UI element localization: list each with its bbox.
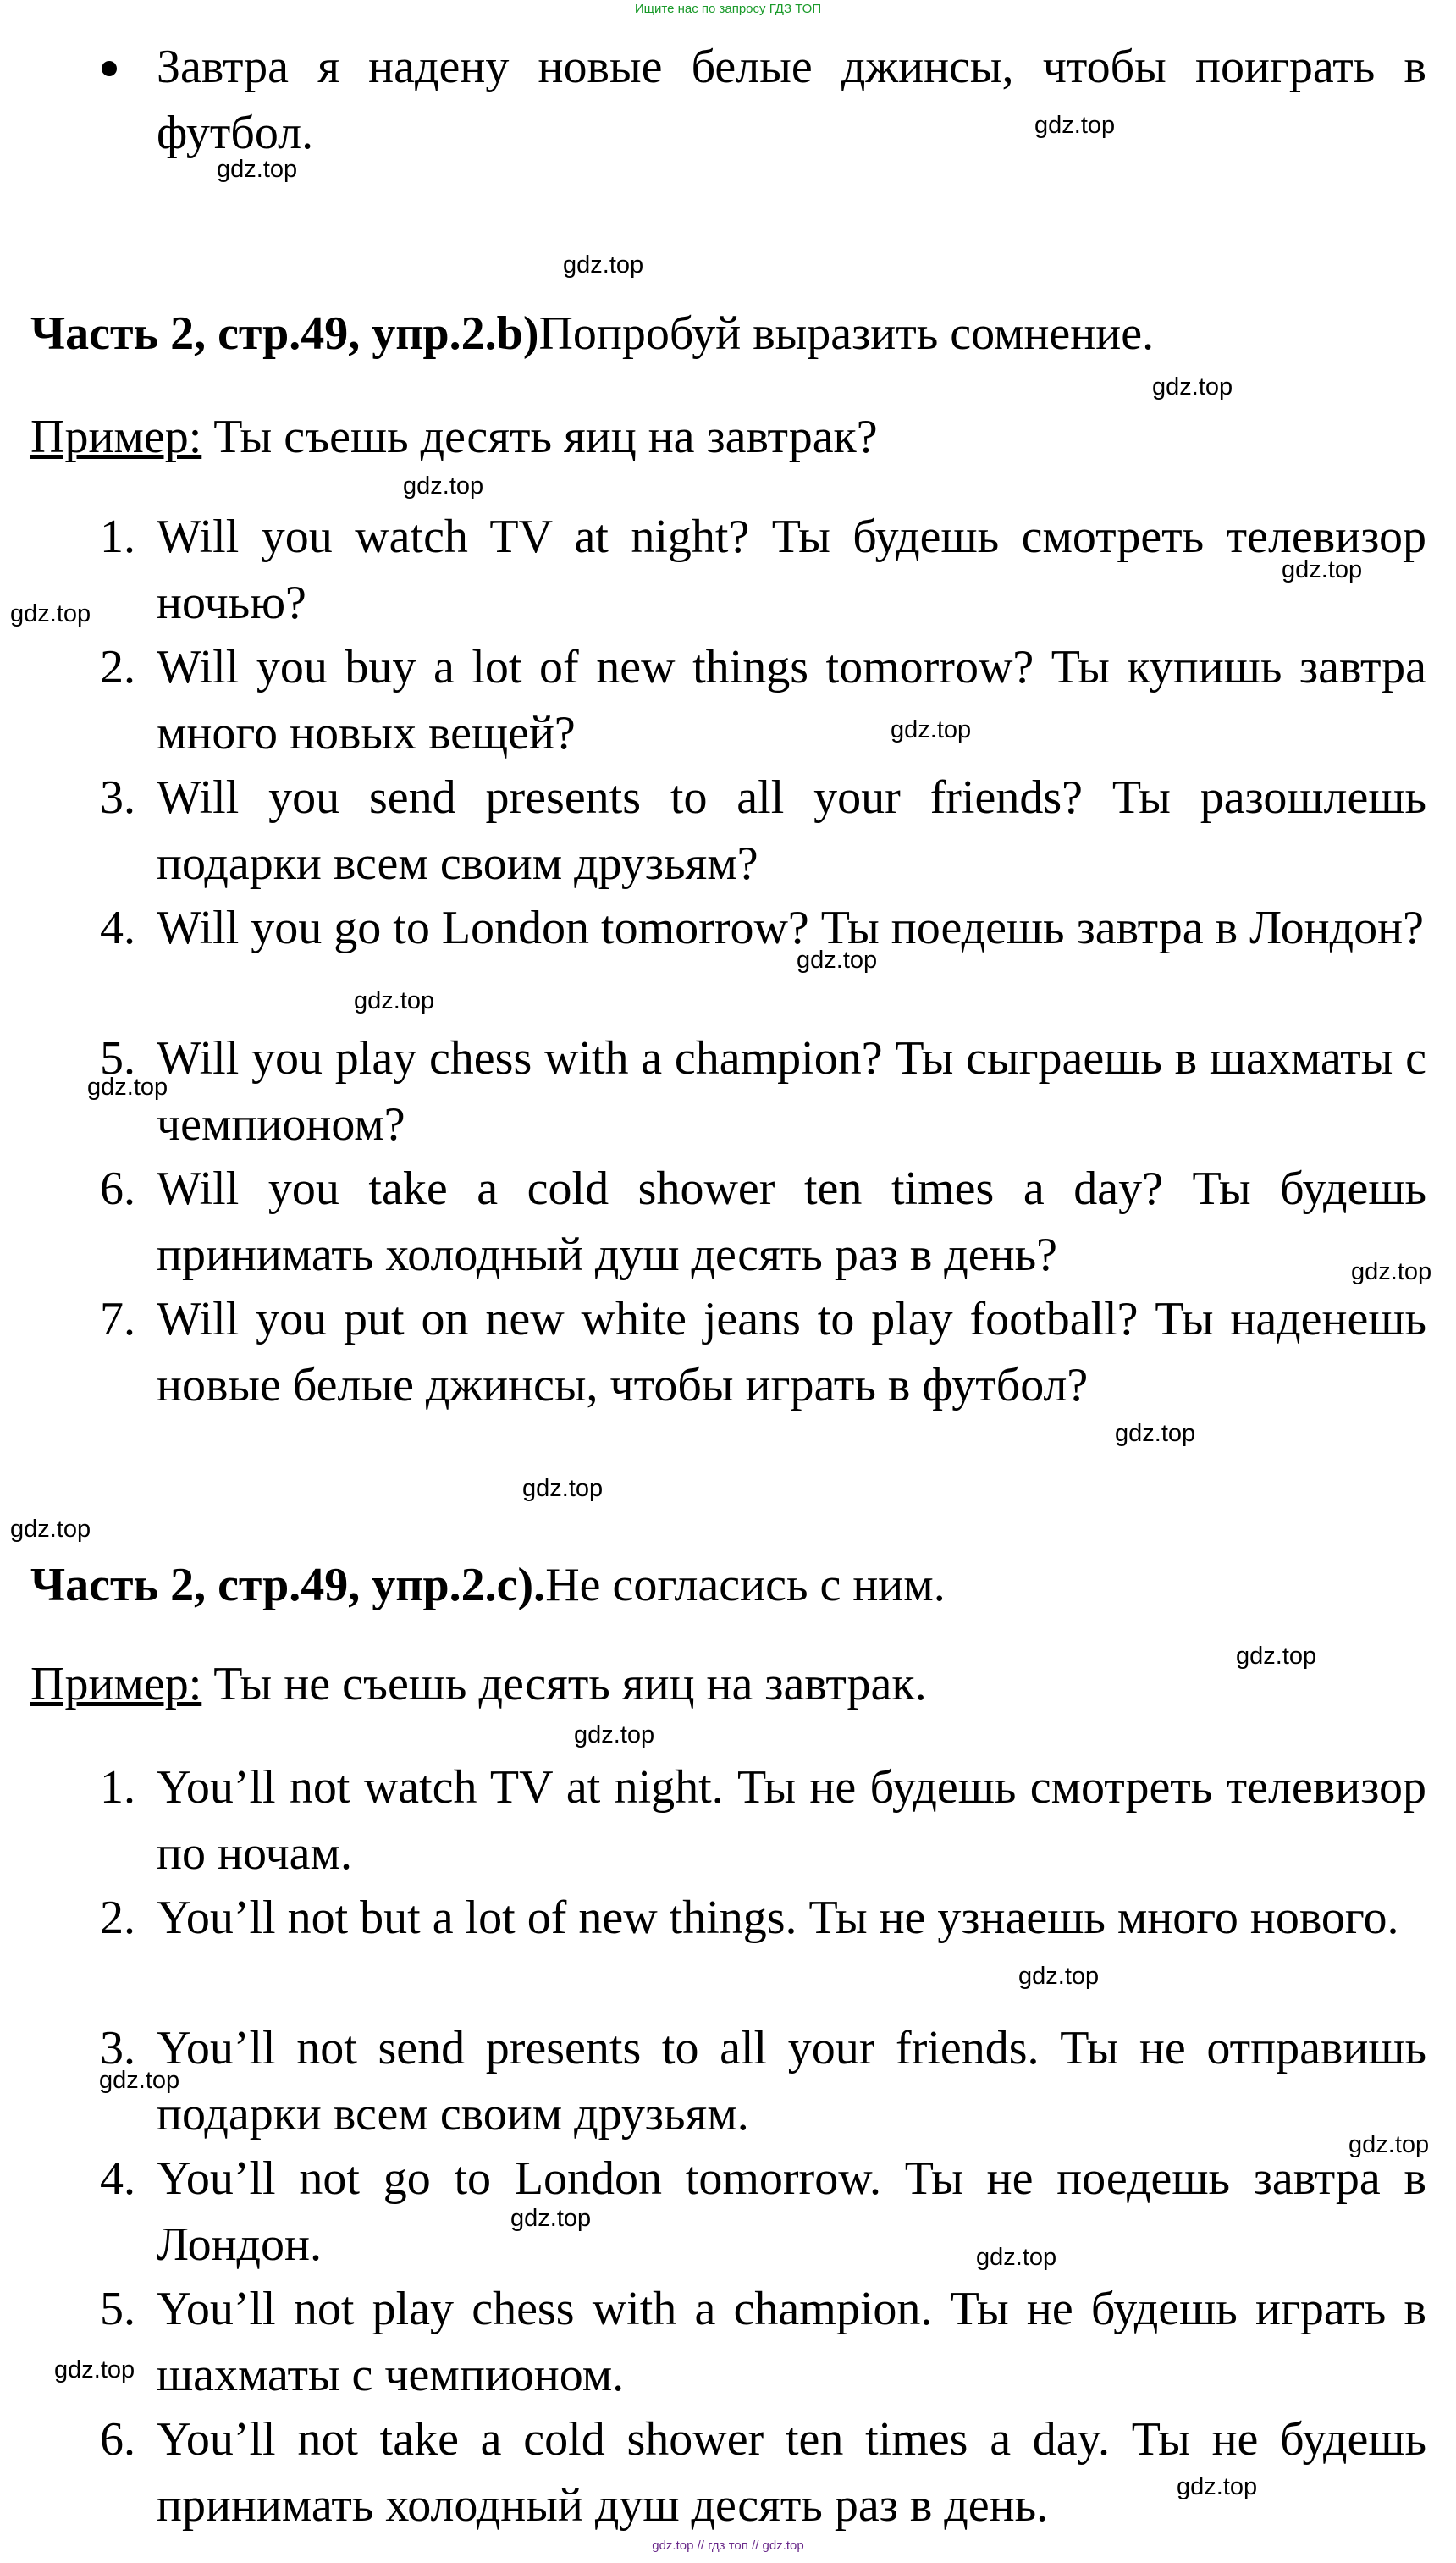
section-c-subtitle: Не согласись с ним. [545,1559,946,1611]
list-item-number: 4. [100,2152,135,2205]
list-item-number: 3. [100,771,135,824]
watermark: gdz.top [1351,1258,1432,1285]
watermark: gdz.top [10,1516,91,1543]
footer-note: gdz.top // гдз топ // gdz.top [652,2538,804,2553]
list-item-number: 2. [100,1892,135,1944]
list-item-number: 6. [100,2413,135,2466]
watermark: gdz.top [99,2067,180,2094]
list-item-number: 5. [100,2283,135,2335]
watermark: gdz.top [1236,1643,1317,1670]
watermark: gdz.top [87,1074,168,1101]
watermark: gdz.top [797,947,878,974]
intro-bullet-text: Завтра я надену новые белые джинсы, чтобы поиграть в футбол. [157,41,1426,159]
list-item-text: You’ll not go to London tomorrow. Ты не поедешь завтра в Лондон. [157,2152,1426,2271]
watermark: gdz.top [1115,1420,1196,1447]
section-c-example-label: Пример: [30,1658,202,1710]
list-item-number: 7. [100,1293,135,1345]
watermark: gdz.top [1152,373,1233,400]
section-b-example [30,404,1436,470]
watermark: gdz.top [976,2244,1057,2271]
list-item-text: You’ll not take a cold shower ten times a day. Ты не будешь принимать холодный душ десять раз в день. [157,2413,1426,2532]
watermark: gdz.top [510,2205,592,2232]
list-item-text: Will you go to London tomorrow? Ты поедешь завтра в Лондон? [157,902,1424,954]
list-item-number: 3. [100,2022,135,2074]
watermark: gdz.top [574,1721,655,1748]
list-item-number: 5. [100,1032,135,1085]
list-item-text: Will you take a cold shower ten times a day? Ты будешь принимать холодный душ десять раз в день? [157,1163,1426,1281]
list-item-number: 1. [100,1761,135,1814]
section-b-example-label: Пример: [30,411,202,463]
list-item-text: You’ll not watch TV at night. Ты не будешь смотреть телевизор по ночам. [157,1761,1426,1880]
watermark: gdz.top [563,251,644,279]
watermark: gdz.top [1282,556,1363,583]
watermark: gdz.top [354,987,435,1014]
list-item-text: You’ll not play chess with a champion. Ты не будешь играть в шахматы с чемпионом. [157,2283,1426,2401]
section-b-title: Часть 2, стр.49, упр.2.b) [30,307,539,360]
watermark: gdz.top [1177,2473,1258,2500]
watermark: gdz.top [217,156,298,183]
list-item-number: 1. [100,511,135,563]
list-item-text: You’ll not send presents to all your friends. Ты не отправишь подарки всем своим друзьям. [157,2022,1426,2140]
watermark: gdz.top [522,1475,604,1502]
list-item-text: Will you buy a lot of new things tomorrow? Ты купишь завтра много новых вещей? [157,641,1426,760]
watermark: gdz.top [54,2356,135,2383]
watermark: gdz.top [10,600,91,627]
section-c-title: Часть 2, стр.49, упр.2.c). [30,1559,546,1611]
list-item-number: 6. [100,1163,135,1215]
section-b-example-text: Ты съешь десять яиц на завтрак? [201,411,878,463]
watermark: gdz.top [1348,2131,1430,2158]
list-item-text: You’ll not but a lot of new things. Ты не узнаешь много нового. [157,1892,1399,1944]
watermark: gdz.top [891,716,972,743]
list-item-number: 2. [100,641,135,693]
list-item-text: Will you put on new white jeans to play football? Ты наденешь новые белые джинсы, чтобы играть в футбол? [157,1293,1426,1411]
section-b-heading [30,301,1436,367]
list-item-text: Will you send presents to all your friends? Ты разошлешь подарки всем своим друзьям? [157,771,1426,890]
watermark: gdz.top [1018,1963,1100,1990]
section-c-heading [30,1552,1436,1618]
section-b-subtitle: Попробуй выразить сомнение. [538,307,1155,360]
bullet-dot [102,61,117,76]
watermark: gdz.top [1034,112,1116,139]
list-item-text: Will you watch TV at night? Ты будешь смотреть телевизор ночью? [157,511,1426,629]
watermark: gdz.top [403,472,484,500]
section-c-example-text: Ты не съешь десять яиц на завтрак. [201,1658,927,1710]
section-c-example [30,1651,1436,1717]
header-note: Ищите нас по запросу ГДЗ ТОП [634,2,822,16]
list-item-number: 4. [100,902,135,954]
list-item-text: Will you play chess with a champion? Ты сыграешь в шахматы с чемпионом? [157,1032,1426,1151]
